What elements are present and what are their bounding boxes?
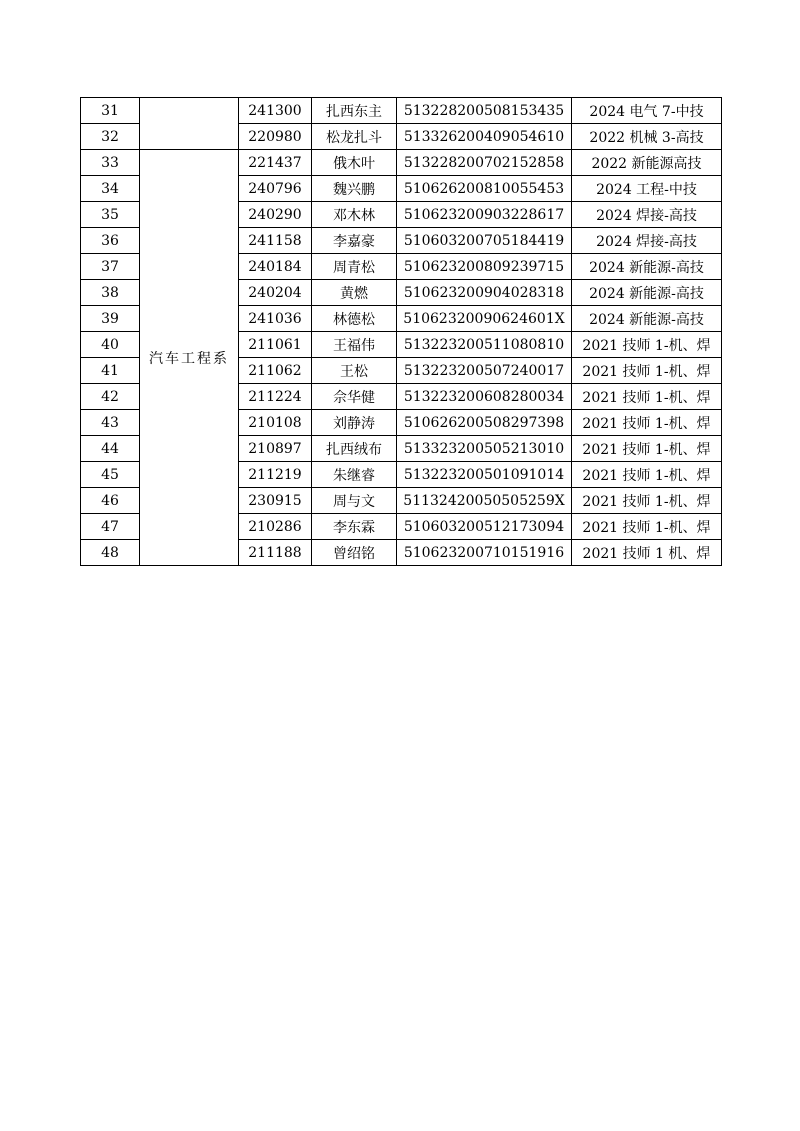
row-number: 34 [81,176,140,202]
id-number: 51062320090624601X [397,306,572,332]
student-name: 周与文 [312,488,397,514]
class-name: 2024 新能源-高技 [572,306,722,332]
student-id: 241036 [239,306,312,332]
class-name: 2021 技师 1 机、焊 [572,540,722,566]
row-number: 42 [81,384,140,410]
class-name: 2021 技师 1-机、焊 [572,410,722,436]
student-name: 佘华健 [312,384,397,410]
table-row [81,98,722,124]
student-name: 扎西东主 [312,98,397,124]
class-name: 2024 工程-中技 [572,176,722,202]
id-number: 513223200608280034 [397,384,572,410]
student-id: 240204 [239,280,312,306]
student-name: 刘静涛 [312,410,397,436]
department-cell [140,98,239,150]
id-number: 513228200702152858 [397,150,572,176]
student-id: 230915 [239,488,312,514]
student-name: 俄木叶 [312,150,397,176]
row-number: 41 [81,358,140,384]
row-number: 38 [81,280,140,306]
row-number: 32 [81,124,140,150]
student-name: 黄燃 [312,280,397,306]
id-number: 510623200904028318 [397,280,572,306]
row-number: 37 [81,254,140,280]
student-name: 朱继睿 [312,462,397,488]
student-id: 221437 [239,150,312,176]
class-name: 2021 技师 1-机、焊 [572,332,722,358]
class-name: 2021 技师 1-机、焊 [572,514,722,540]
class-name: 2022 新能源高技 [572,150,722,176]
student-id: 210897 [239,436,312,462]
table-row [81,150,722,176]
student-id: 211219 [239,462,312,488]
id-number: 510623200809239715 [397,254,572,280]
id-number: 513323200505213010 [397,436,572,462]
student-name: 李东霖 [312,514,397,540]
student-id: 211188 [239,540,312,566]
student-name: 松龙扎斗 [312,124,397,150]
id-number: 513228200508153435 [397,98,572,124]
id-number: 510623200710151916 [397,540,572,566]
student-id: 211061 [239,332,312,358]
student-name: 林德松 [312,306,397,332]
student-name: 魏兴鹏 [312,176,397,202]
class-name: 2024 电气 7-中技 [572,98,722,124]
class-name: 2021 技师 1-机、焊 [572,488,722,514]
student-name: 李嘉豪 [312,228,397,254]
student-name: 邓木林 [312,202,397,228]
id-number: 510623200903228617 [397,202,572,228]
id-number: 510603200512173094 [397,514,572,540]
student-id: 211224 [239,384,312,410]
row-number: 36 [81,228,140,254]
class-name: 2022 机械 3-高技 [572,124,722,150]
student-id: 210108 [239,410,312,436]
row-number: 43 [81,410,140,436]
id-number: 510626200508297398 [397,410,572,436]
row-number: 39 [81,306,140,332]
id-number: 513326200409054610 [397,124,572,150]
row-number: 47 [81,514,140,540]
row-number: 35 [81,202,140,228]
student-name: 王松 [312,358,397,384]
row-number: 48 [81,540,140,566]
id-number: 510603200705184419 [397,228,572,254]
class-name: 2021 技师 1-机、焊 [572,462,722,488]
class-name: 2021 技师 1-机、焊 [572,436,722,462]
student-name: 王福伟 [312,332,397,358]
class-name: 2024 新能源-高技 [572,254,722,280]
row-number: 44 [81,436,140,462]
row-number: 45 [81,462,140,488]
id-number: 510626200810055453 [397,176,572,202]
student-id: 241300 [239,98,312,124]
student-id: 211062 [239,358,312,384]
class-name: 2024 焊接-高技 [572,202,722,228]
row-number: 40 [81,332,140,358]
row-number: 33 [81,150,140,176]
student-name: 曾绍铭 [312,540,397,566]
student-id: 220980 [239,124,312,150]
id-number: 51132420050505259X [397,488,572,514]
id-number: 513223200511080810 [397,332,572,358]
student-roster-table [80,97,722,566]
student-id: 241158 [239,228,312,254]
student-id: 210286 [239,514,312,540]
id-number: 513223200507240017 [397,358,572,384]
class-name: 2021 技师 1-机、焊 [572,384,722,410]
row-number: 46 [81,488,140,514]
class-name: 2024 焊接-高技 [572,228,722,254]
id-number: 513223200501091014 [397,462,572,488]
department-cell: 汽车工程系 [140,150,239,566]
student-id: 240796 [239,176,312,202]
row-number: 31 [81,98,140,124]
class-name: 2021 技师 1-机、焊 [572,358,722,384]
student-name: 周青松 [312,254,397,280]
student-id: 240290 [239,202,312,228]
class-name: 2024 新能源-高技 [572,280,722,306]
student-id: 240184 [239,254,312,280]
student-name: 扎西绒布 [312,436,397,462]
